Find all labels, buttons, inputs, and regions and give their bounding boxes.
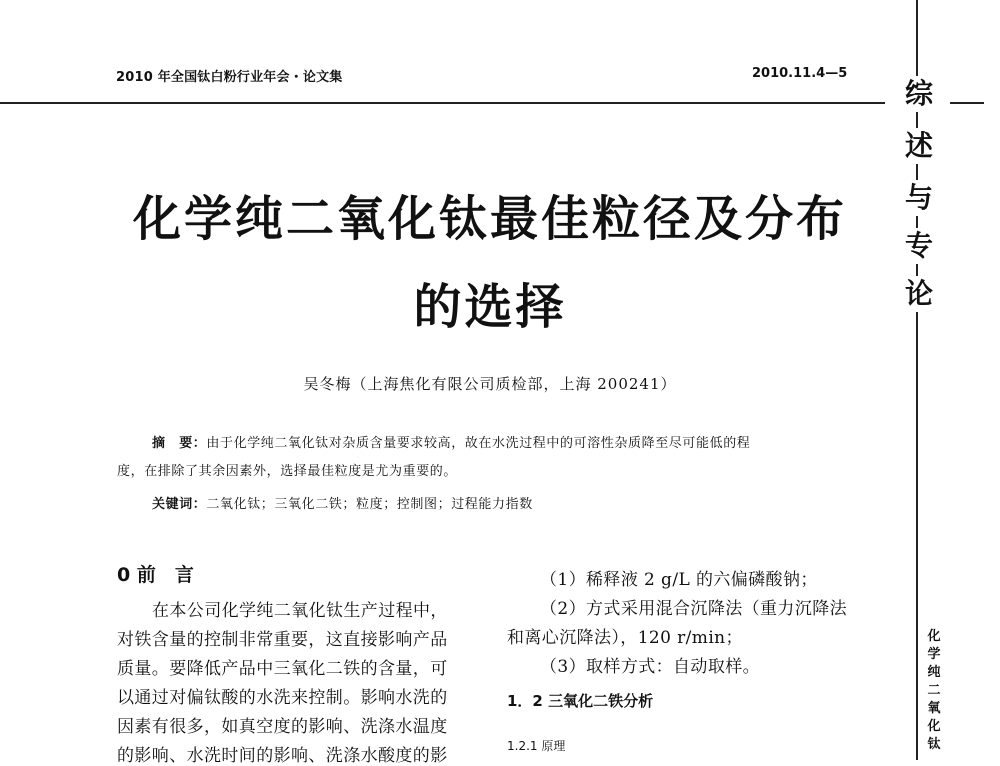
body-line: 对铁含量的控制非常重要，这直接影响产品 xyxy=(117,630,448,650)
header-rule-right xyxy=(950,102,984,104)
running-title-char: 化 xyxy=(924,718,944,735)
header-rule xyxy=(0,102,885,104)
body-line: 因素有很多，如真空度的影响、洗涤水温度 xyxy=(117,717,448,737)
running-title-char: 钛 xyxy=(924,736,944,753)
running-title-char: 二 xyxy=(924,682,944,699)
author-affiliation: 吴冬梅（上海焦化有限公司质检部，上海 200241） xyxy=(303,375,677,393)
body-line: 的影响、水洗时间的影响、洗涤水酸度的影 xyxy=(117,746,448,766)
running-title-char: 纯 xyxy=(924,664,944,681)
abstract-line-1: 由于化学纯二氧化钛对杂质含量要求较高，故在水洗过程中的可溶性杂质降至尽可能低的程 xyxy=(206,436,751,451)
section-tag-char: 论 xyxy=(896,276,942,312)
keywords xyxy=(152,493,533,512)
section-tag-char: 与 xyxy=(896,180,942,216)
running-title-char: 化 xyxy=(924,628,944,645)
body-line: 在本公司化学纯二氧化钛生产过程中， xyxy=(152,601,448,621)
section-heading-fe2o3-analysis: 1．2 三氧化二铁分析 xyxy=(507,692,654,710)
running-title-char: 氧 xyxy=(924,700,944,717)
subsection-heading-principle: 1.2.1 原理 xyxy=(507,739,566,753)
body-line: 以通过对偏钛酸的水洗来控制。影响水洗的 xyxy=(117,688,448,708)
body-line: 和离心沉降法），120 r/min； xyxy=(507,628,743,648)
body-line: 质量。要降低产品中三氧化二铁的含量，可 xyxy=(117,659,448,679)
body-line: （3）取样方式：自动取样。 xyxy=(540,657,761,677)
abstract-line-2: 度，在排除了其余因素外，选择最佳粒度是尤为重要的。 xyxy=(117,464,458,479)
section-tag-char: 述 xyxy=(896,128,942,164)
section-heading-introduction: 0 前 言 xyxy=(117,564,194,586)
body-line: （1）稀释液 2 g/L 的六偏磷酸钠； xyxy=(540,570,818,590)
section-tag-char: 综 xyxy=(896,76,942,112)
keywords-text: 二氧化钛；三氧化二铁；粒度；控制图；过程能力指数 xyxy=(206,497,533,512)
abstract-label: 摘 要： xyxy=(152,436,207,451)
body-line: （2）方式采用混合沉降法（重力沉降法 xyxy=(540,599,848,619)
keywords-label: 关键词： xyxy=(152,497,207,512)
paper-title-line-2: 的选择 xyxy=(413,279,567,335)
abstract xyxy=(152,432,750,451)
header-proceedings-title: 2010 年全国钛白粉行业年会・论文集 xyxy=(116,70,343,85)
header-date: 2010.11.4—5 xyxy=(752,66,848,81)
section-tag-char: 专 xyxy=(896,228,942,264)
paper-title-line-1: 化学纯二氧化钛最佳粒径及分布 xyxy=(132,191,847,247)
running-title-char: 学 xyxy=(924,646,944,663)
